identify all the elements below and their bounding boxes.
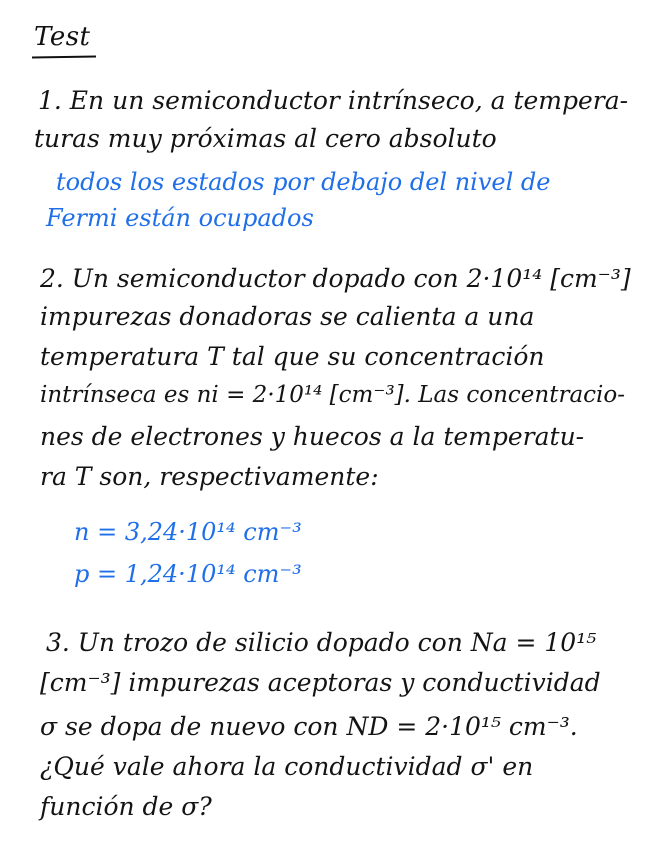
q1-answer-line-1: todos los estados por debajo del nivel de — [56, 168, 551, 196]
q2-line-5: nes de electrones y huecos a la temperatu- — [40, 422, 585, 451]
q3-line-3: σ se dopa de nuevo con ND = 2·10¹⁵ cm⁻³. — [40, 712, 578, 741]
q2-line-2: impurezas donadoras se calienta a una — [40, 302, 535, 331]
q3-line-1: 3. Un trozo de silicio dopado con Na = 10¹⁵ — [46, 628, 597, 657]
q2-line-6: ra T son, respectivamente: — [40, 462, 379, 491]
q3-line-2: [cm⁻³] impurezas aceptoras y conductividad — [40, 668, 601, 697]
q1-answer-line-2: Fermi están ocupados — [46, 204, 314, 232]
q1-line-1: 1. En un semiconductor intrínseco, a tempera- — [38, 86, 629, 115]
q2-line-4: intrínseca es ni = 2·10¹⁴ [cm⁻³]. Las concentracio- — [40, 382, 626, 408]
q2-line-3: temperatura T tal que su concentración — [40, 342, 545, 371]
q2-answer-p: p = 1,24·10¹⁴ cm⁻³ — [74, 560, 302, 588]
q2-answer-n: n = 3,24·10¹⁴ cm⁻³ — [74, 518, 302, 546]
q2-line-1: 2. Un semiconductor dopado con 2·10¹⁴ [cm⁻³] — [40, 264, 631, 293]
q3-line-5: función de σ? — [40, 792, 212, 821]
title-underline — [32, 55, 96, 58]
q3-line-4: ¿Qué vale ahora la conductividad σ' en — [40, 752, 534, 781]
q1-line-2: turas muy próximas al cero absoluto — [34, 124, 497, 153]
page-title: Test — [34, 22, 91, 52]
